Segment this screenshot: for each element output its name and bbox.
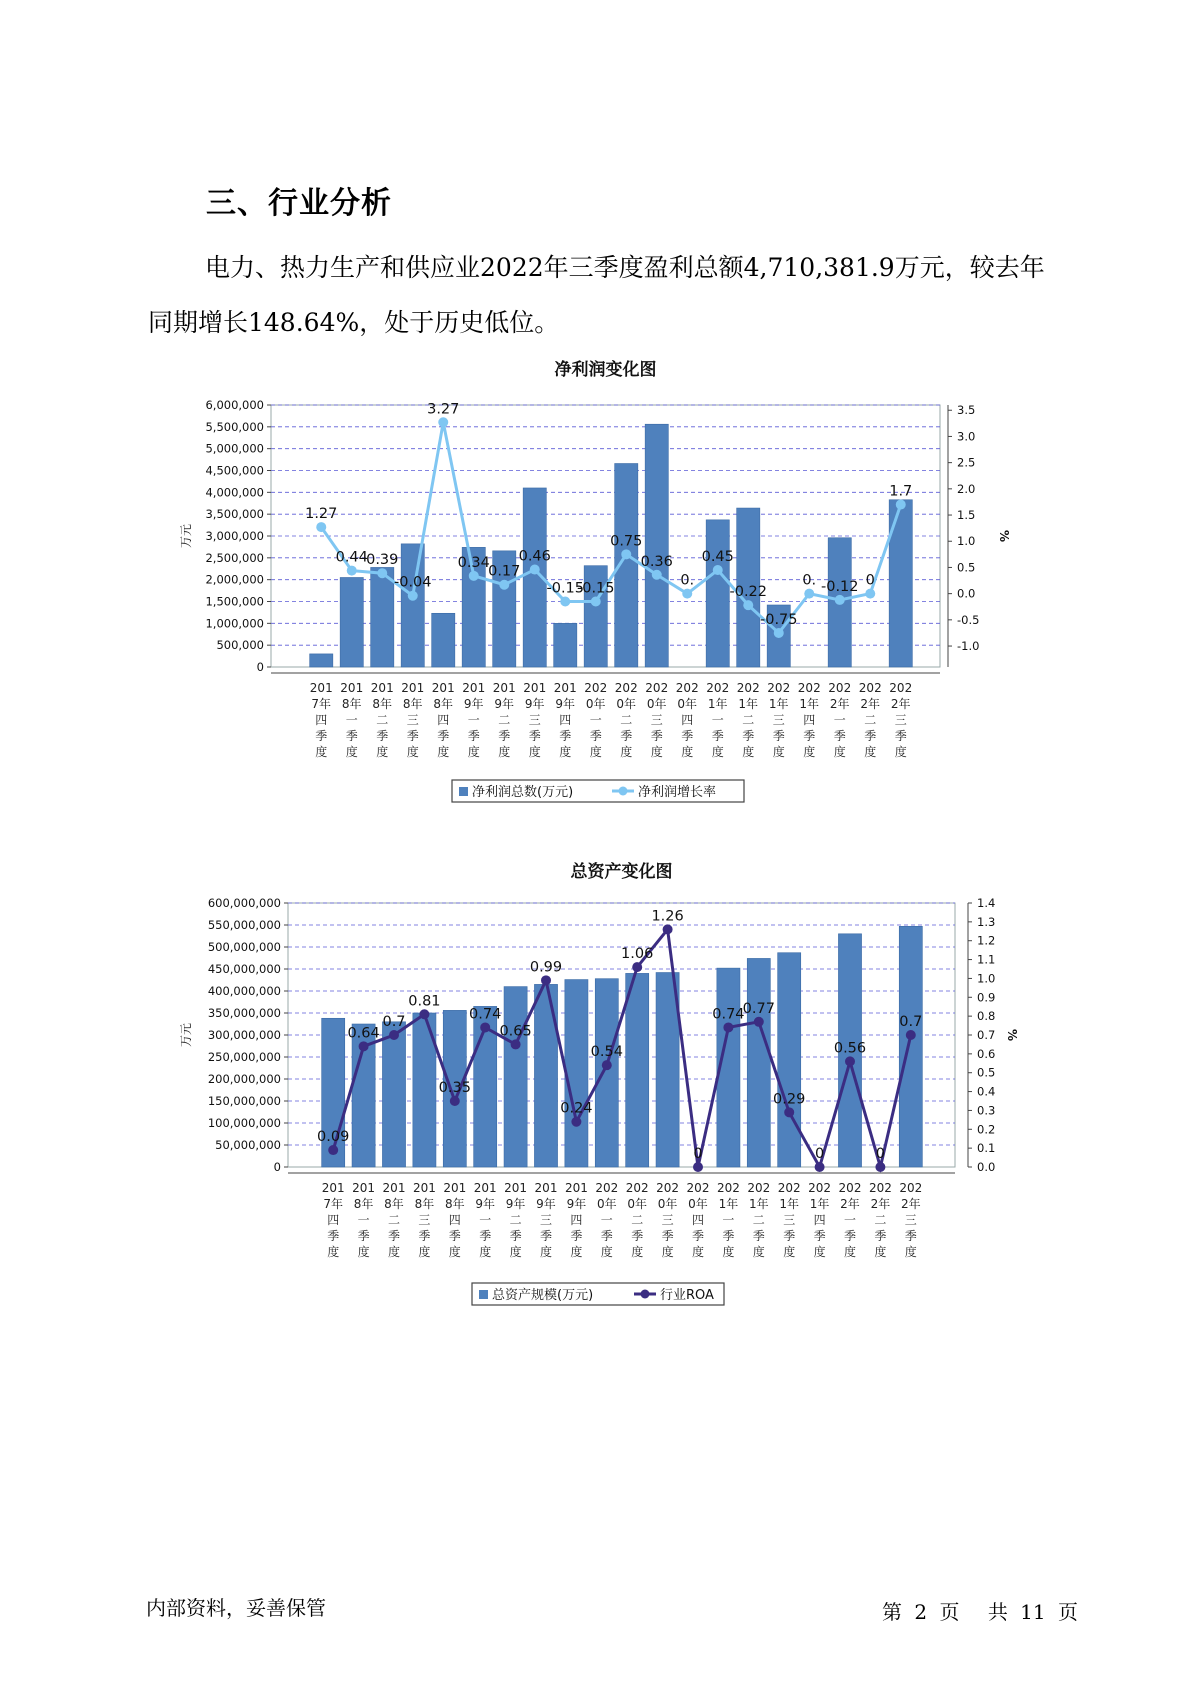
line-point — [774, 628, 784, 638]
data-label: 0.29 — [773, 1091, 806, 1108]
x-tick-label: 201 8年一季度 — [340, 681, 364, 759]
y-tick-label: 200,000,000 — [207, 1072, 281, 1086]
footer-page-number — [882, 1596, 1084, 1625]
data-label: 0.74 — [712, 1006, 745, 1023]
page-num: 2 — [914, 1600, 928, 1624]
line-point — [652, 570, 662, 580]
x-tick-label: 201 7年四季度 — [309, 681, 333, 759]
y2-tick-label: 1.5 — [957, 508, 976, 523]
legend-bar-swatch — [479, 1290, 488, 1299]
y-tick-label: 1,000,000 — [205, 616, 264, 631]
y2-tick-label: 0.8 — [977, 1009, 996, 1024]
x-tick-label: 202 2年三季度 — [899, 1181, 923, 1259]
data-label: 0.7 — [382, 1014, 406, 1030]
bar — [371, 567, 394, 667]
data-label: 0.54 — [590, 1044, 623, 1061]
x-tick-label: 202 1年二季度 — [747, 1181, 771, 1259]
y2-tick-label: 0.0 — [957, 586, 976, 601]
y2-tick-label: 1.0 — [957, 534, 976, 549]
section-heading: 三、行业分析 — [206, 186, 392, 221]
y2-tick-label: 1.0 — [977, 971, 996, 986]
x-tick-label: 201 8年四季度 — [431, 681, 455, 759]
line-point — [621, 549, 631, 559]
x-tick-label: 202 2年一季度 — [838, 1181, 862, 1259]
data-label: 1.7 — [889, 483, 913, 500]
y-tick-label: 4,000,000 — [205, 485, 264, 500]
x-tick-label: 202 0年三季度 — [656, 1181, 680, 1259]
x-tick-label: 201 8年一季度 — [352, 1181, 376, 1259]
line-point — [499, 580, 509, 590]
net-profit-chart-svg — [0, 355, 1191, 815]
line-point — [602, 1060, 612, 1070]
line-point — [571, 1117, 581, 1127]
x-tick-label: 201 9年四季度 — [564, 1181, 588, 1259]
y-tick-label: 400,000,000 — [207, 984, 281, 998]
x-tick-label: 201 8年二季度 — [370, 681, 394, 759]
bar — [595, 979, 618, 1167]
line-point — [693, 1162, 703, 1172]
y2-tick-label: 3.5 — [957, 403, 976, 418]
line-point — [743, 600, 753, 610]
data-label: 0. — [680, 572, 695, 589]
total-label-2: 页 — [1057, 1600, 1078, 1624]
line-point — [815, 1162, 825, 1172]
bar — [747, 958, 770, 1167]
x-tick-label: 201 9年三季度 — [523, 681, 547, 759]
x-tick-label: 201 8年四季度 — [443, 1181, 467, 1259]
bar — [432, 613, 455, 667]
x-tick-label: 201 9年三季度 — [534, 1181, 558, 1259]
line-point — [541, 975, 551, 985]
line-point — [896, 500, 906, 510]
legend-bar-swatch — [459, 787, 468, 796]
data-label: 0.64 — [347, 1025, 380, 1042]
line-point — [328, 1145, 338, 1155]
data-label: 0.99 — [529, 959, 563, 976]
y2-tick-label: 0.7 — [977, 1028, 996, 1042]
x-tick-label: 201 8年三季度 — [412, 1181, 436, 1259]
bar — [706, 520, 729, 667]
bar — [401, 544, 424, 667]
y-tick-label: 6,000,000 — [205, 398, 264, 412]
y2-tick-label: 2.0 — [957, 481, 976, 496]
y2-axis-label: % — [1005, 1028, 1019, 1042]
line-point — [865, 589, 875, 599]
x-tick-label: 202 1年二季度 — [736, 681, 760, 759]
data-label: 0.09 — [317, 1129, 350, 1146]
x-tick-label: 202 2年一季度 — [828, 681, 852, 759]
total-assets-chart-svg — [0, 855, 1191, 1325]
x-tick-label: 202 2年二季度 — [868, 1181, 892, 1259]
y2-tick-label: 0.1 — [977, 1141, 996, 1156]
y-tick-label: 100,000,000 — [207, 1116, 281, 1130]
bar — [565, 980, 588, 1167]
data-label: 1.06 — [621, 946, 654, 963]
y-tick-label: 0 — [256, 660, 264, 674]
footer-confidential: 内部资料，妥善保管 — [146, 1596, 326, 1620]
summary-paragraph: 电力、热力生产和供应业2022年三季度盈利总额4,710,381.9万元，较去年同期增长148.64%，处于历史低位。 — [148, 253, 1045, 337]
line-point — [469, 571, 479, 581]
y2-tick-label: 0.4 — [977, 1084, 996, 1099]
data-label: 0.56 — [833, 1040, 867, 1057]
data-label: -0.04 — [393, 574, 432, 591]
x-tick-label: 201 9年一季度 — [473, 1181, 497, 1259]
y-tick-label: 2,500,000 — [205, 550, 264, 565]
bar — [626, 973, 649, 1167]
y2-axis-label: % — [997, 529, 1011, 543]
data-label: 0.34 — [457, 554, 490, 571]
total-label-1: 共 — [987, 1600, 1008, 1624]
y2-tick-label: 0.3 — [977, 1103, 996, 1118]
line-point — [835, 595, 845, 605]
y-tick-label: 3,500,000 — [205, 507, 264, 522]
data-label: -0.15 — [546, 580, 585, 597]
x-tick-label: 202 0年四季度 — [686, 1181, 710, 1259]
y2-tick-label: -1.0 — [957, 639, 980, 654]
y2-tick-label: 1.2 — [977, 933, 996, 948]
y2-tick-label: 1.3 — [977, 914, 996, 929]
page-label-2: 页 — [939, 1600, 960, 1624]
line-point — [845, 1056, 855, 1066]
x-tick-label: 201 9年二季度 — [492, 681, 516, 759]
net-profit-chart — [0, 355, 1191, 815]
x-tick-label: 202 1年一季度 — [716, 1181, 740, 1259]
legend-line-label: 行业ROA — [660, 1288, 714, 1303]
chart-title: 净利润变化图 — [554, 360, 657, 380]
y-tick-label: 1,500,000 — [205, 594, 264, 609]
data-label: 0.35 — [438, 1080, 471, 1096]
data-label: 0.17 — [488, 563, 521, 580]
bar — [899, 926, 922, 1167]
y-axis-label: 万元 — [179, 523, 193, 549]
chart-title: 总资产变化图 — [570, 862, 673, 882]
x-tick-label: 202 1年一季度 — [706, 681, 730, 759]
y-tick-label: 450,000,000 — [207, 962, 281, 976]
y-tick-label: 550,000,000 — [207, 918, 281, 932]
x-tick-label: 201 9年二季度 — [504, 1181, 528, 1259]
y-tick-label: 5,500,000 — [205, 419, 264, 434]
data-label: 0 — [814, 1146, 825, 1162]
data-label: 3.27 — [427, 401, 460, 418]
x-tick-label: 201 7年四季度 — [321, 1181, 345, 1259]
y-tick-label: 150,000,000 — [207, 1094, 281, 1108]
legend-line-label: 净利润增长率 — [638, 785, 717, 800]
data-label: -0.15 — [576, 580, 615, 597]
y2-tick-label: 0.9 — [977, 990, 996, 1005]
y-tick-label: 600,000,000 — [207, 896, 281, 910]
x-tick-label: 202 0年四季度 — [675, 681, 699, 759]
line-point — [560, 597, 570, 607]
data-label: 0.81 — [408, 993, 441, 1010]
y-tick-label: 350,000,000 — [207, 1006, 281, 1020]
y-tick-label: 5,000,000 — [205, 441, 264, 456]
page-label-1: 第 — [882, 1600, 902, 1624]
bar — [504, 987, 527, 1167]
x-tick-label: 201 8年三季度 — [401, 681, 425, 759]
data-label: 1.26 — [651, 908, 684, 925]
data-label: 0.39 — [366, 552, 399, 569]
x-tick-label: 201 9年四季度 — [553, 681, 577, 759]
y-tick-label: 500,000,000 — [207, 940, 281, 954]
line-point — [663, 924, 673, 934]
legend-bar-label: 总资产规模(万元) — [492, 1288, 594, 1303]
bar — [382, 1022, 405, 1167]
y2-tick-label: 0.6 — [977, 1046, 996, 1061]
line-point — [530, 565, 540, 575]
bar — [554, 623, 577, 667]
y2-tick-label: 0.0 — [977, 1160, 996, 1174]
x-tick-label: 202 0年三季度 — [645, 681, 669, 759]
y-tick-label: 250,000,000 — [207, 1050, 281, 1064]
bar — [645, 424, 668, 667]
x-tick-label: 202 0年二季度 — [625, 1181, 649, 1259]
line-point — [438, 417, 448, 427]
line-point — [713, 565, 723, 575]
data-label: 0.7 — [899, 1014, 923, 1030]
bar — [310, 654, 333, 667]
data-label: 0 — [865, 572, 875, 589]
data-label: 0.65 — [499, 1023, 532, 1040]
line-point — [450, 1096, 460, 1106]
data-label: 0.75 — [610, 533, 643, 550]
bar — [340, 577, 363, 667]
data-label: -0.75 — [759, 611, 798, 628]
x-tick-label: 202 1年四季度 — [797, 681, 821, 759]
data-label: 0.74 — [469, 1006, 502, 1023]
total-num: 11 — [1020, 1600, 1046, 1624]
y2-tick-label: 3.0 — [957, 429, 976, 444]
x-tick-label: 202 2年二季度 — [858, 681, 882, 759]
y2-tick-label: 0.5 — [957, 560, 976, 575]
x-tick-label: 202 2年三季度 — [889, 681, 913, 759]
x-tick-label: 201 9年一季度 — [462, 681, 486, 759]
y-tick-label: 2,000,000 — [205, 572, 264, 587]
y-tick-label: 3,000,000 — [205, 529, 264, 543]
line-point — [480, 1022, 490, 1032]
line-point — [419, 1009, 429, 1019]
data-label: 0 — [693, 1146, 703, 1162]
y-tick-label: 500,000 — [216, 638, 264, 653]
data-label: 0.45 — [701, 549, 734, 566]
y-tick-label: 4,500,000 — [205, 463, 264, 478]
data-label: 0.44 — [335, 549, 368, 566]
data-label: -0.12 — [820, 578, 859, 595]
y-axis-label: 万元 — [179, 1022, 193, 1048]
line-point — [784, 1107, 794, 1117]
data-label: -0.22 — [729, 584, 768, 601]
data-label: 0.46 — [518, 548, 551, 565]
line-point — [347, 566, 357, 576]
legend-bar-label: 净利润总数(万元) — [472, 785, 574, 800]
x-tick-label: 202 0年二季度 — [614, 681, 638, 759]
line-point — [682, 589, 692, 599]
y-tick-label: 300,000,000 — [207, 1028, 281, 1042]
line-point — [511, 1039, 521, 1049]
line-point — [723, 1022, 733, 1032]
line-point — [377, 568, 387, 578]
x-tick-label: 202 1年三季度 — [777, 1181, 801, 1259]
legend-line-marker — [641, 1290, 650, 1299]
x-tick-label: 202 1年四季度 — [808, 1181, 832, 1259]
y2-tick-label: 0.5 — [977, 1065, 996, 1080]
data-label: 0.36 — [640, 553, 673, 570]
total-assets-chart — [0, 855, 1191, 1325]
line-point — [359, 1041, 369, 1051]
data-label: 0.24 — [560, 1100, 593, 1117]
line-point — [875, 1162, 885, 1172]
data-label: 0. — [802, 572, 817, 589]
line-point — [804, 589, 814, 599]
y2-tick-label: -0.5 — [957, 612, 980, 627]
data-label: 0 — [875, 1146, 886, 1162]
line-point — [591, 597, 601, 607]
line-point — [316, 522, 326, 532]
legend-line-marker — [619, 787, 628, 796]
line-point — [754, 1017, 764, 1027]
line-point — [906, 1030, 916, 1040]
x-tick-label: 202 1年三季度 — [767, 681, 791, 759]
y-tick-label: 0 — [273, 1160, 281, 1174]
y-tick-label: 50,000,000 — [215, 1138, 281, 1152]
y2-tick-label: 0.2 — [977, 1122, 996, 1137]
x-tick-label: 202 0年一季度 — [595, 1181, 619, 1259]
data-label: 1.27 — [305, 506, 338, 523]
y2-tick-label: 2.5 — [957, 455, 976, 470]
line-point — [408, 591, 418, 601]
data-label: 0.77 — [742, 1000, 775, 1017]
y2-tick-label: 1.4 — [977, 896, 996, 910]
x-tick-label: 202 0年一季度 — [584, 681, 608, 759]
line-point — [632, 962, 642, 972]
x-tick-label: 201 8年二季度 — [382, 1181, 406, 1259]
line-point — [389, 1030, 399, 1040]
y2-tick-label: 1.1 — [977, 952, 996, 967]
bar — [778, 953, 801, 1167]
